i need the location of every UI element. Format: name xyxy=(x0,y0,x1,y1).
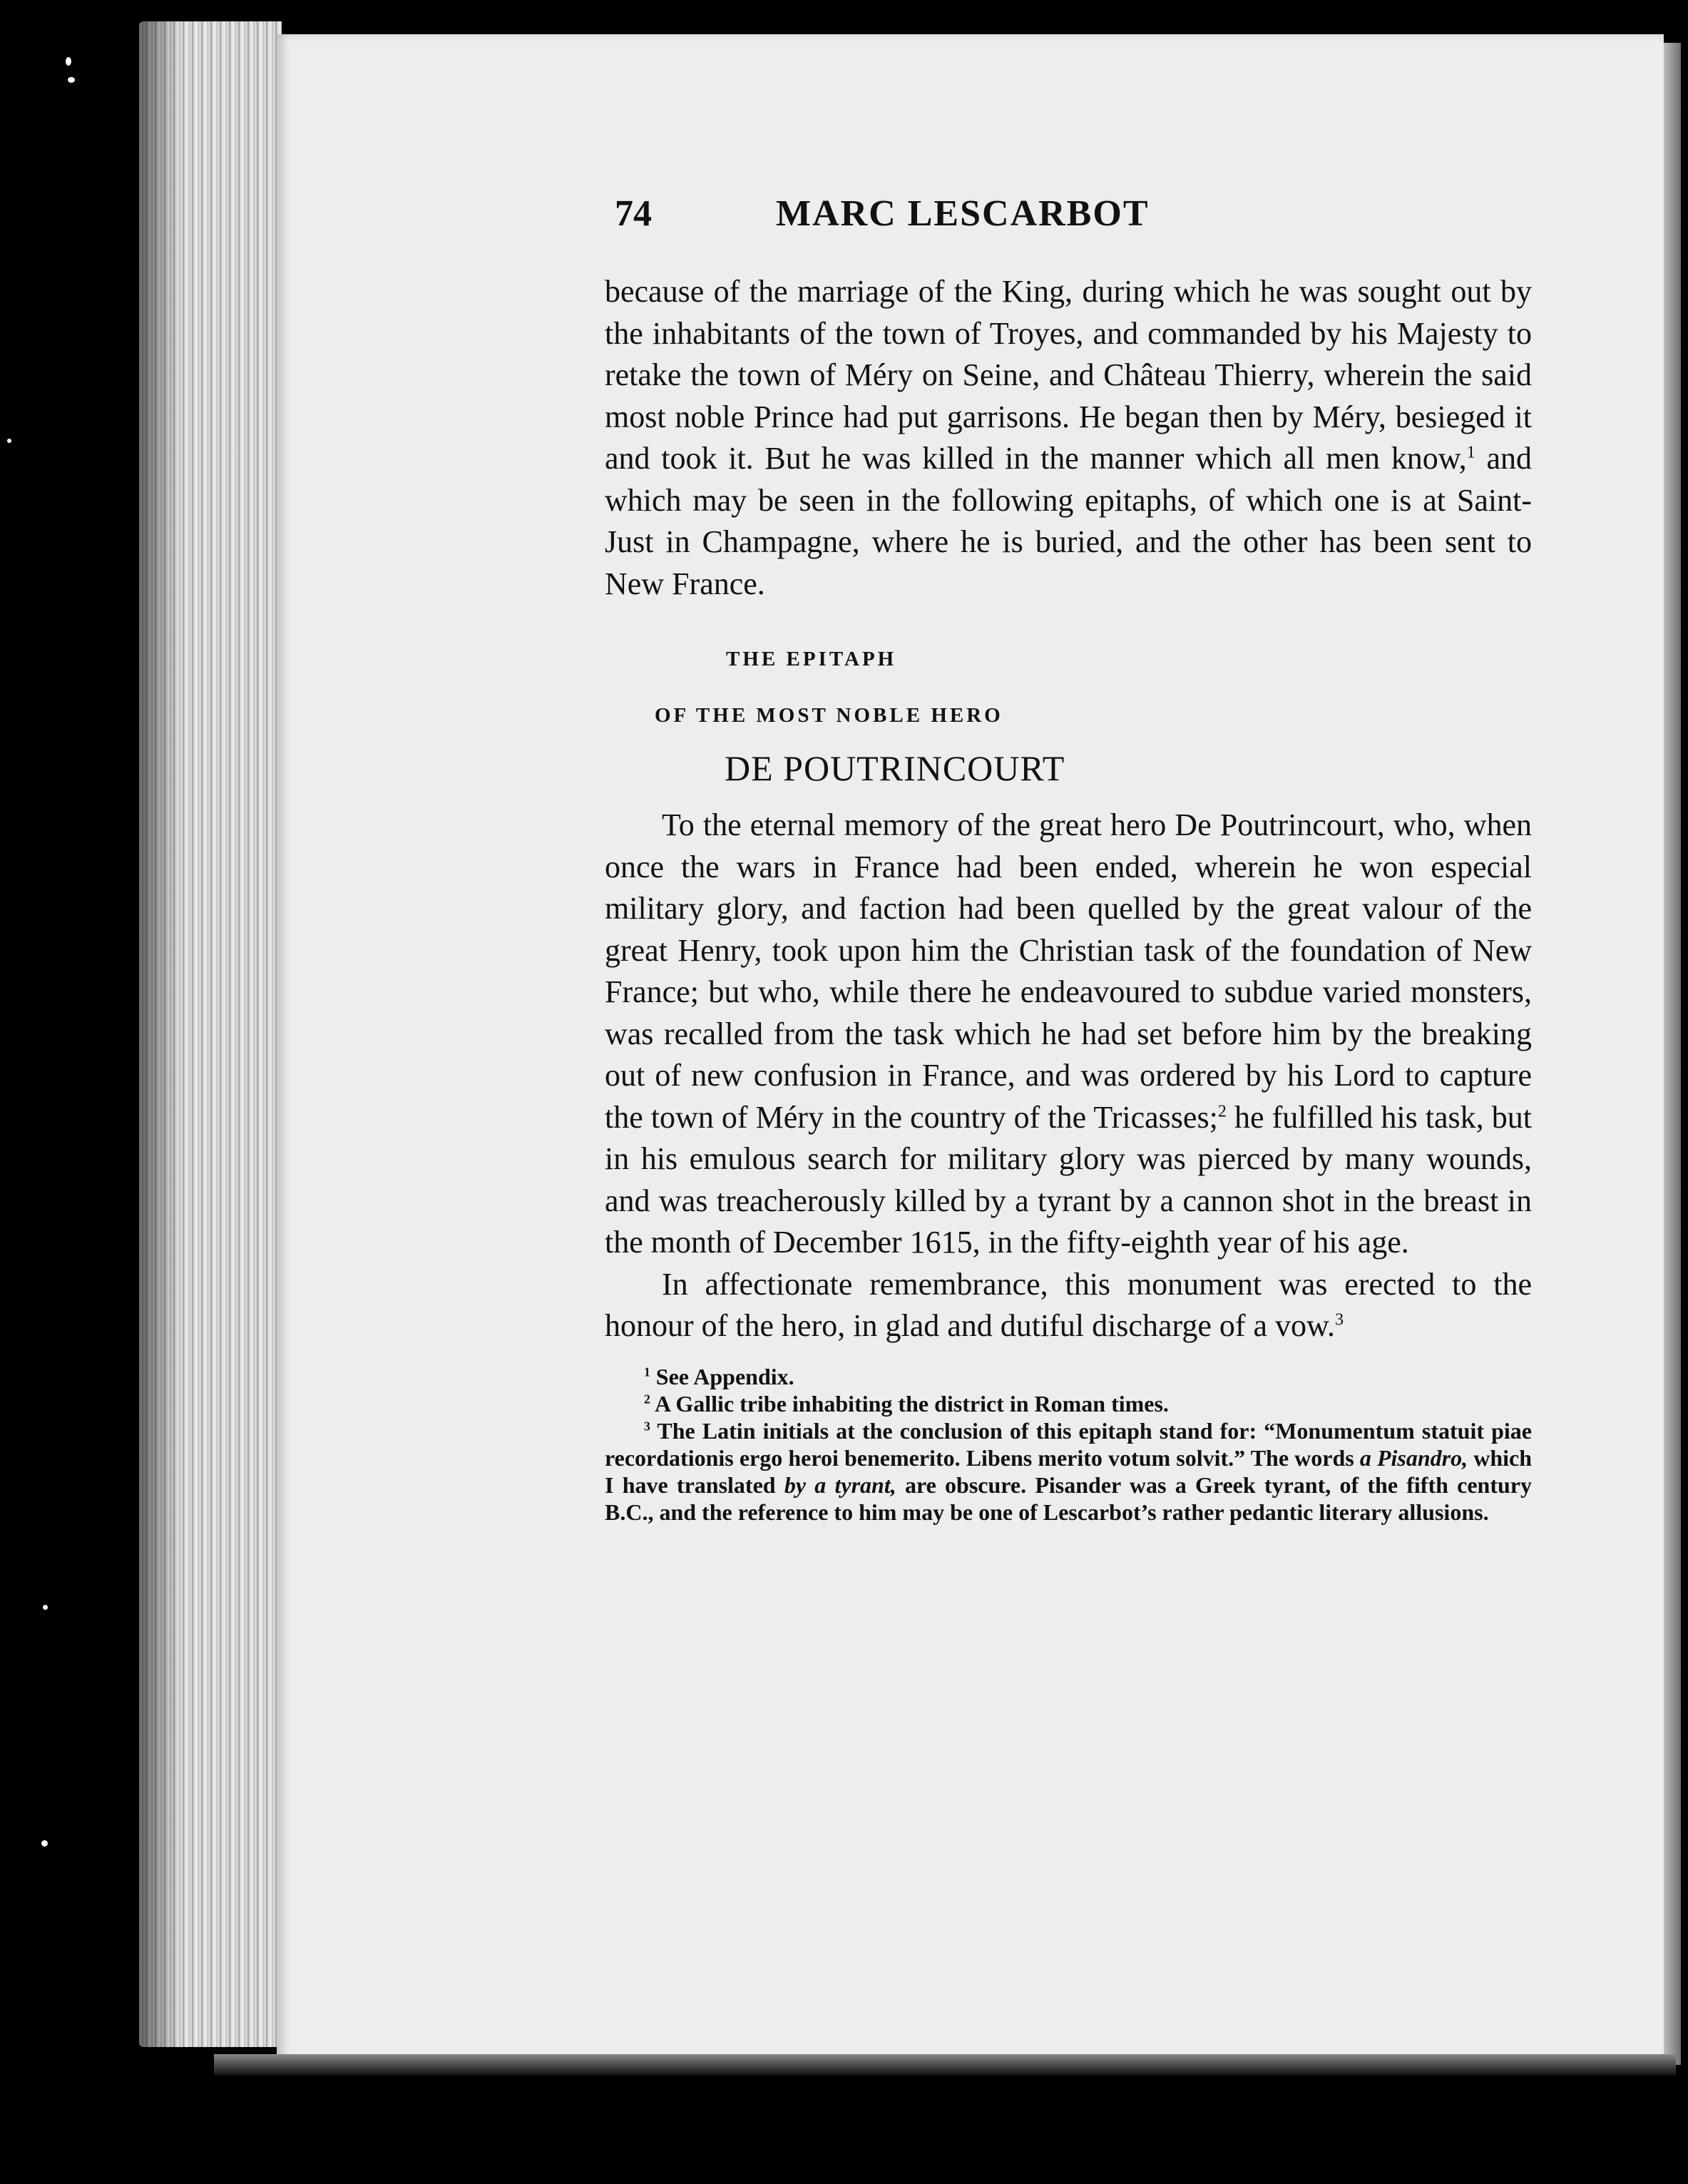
page-bottom-shadow xyxy=(214,2054,1676,2076)
page-number: 74 xyxy=(615,193,652,234)
footnote-text: See Appendix. xyxy=(655,1363,794,1389)
scan-speck xyxy=(68,77,75,83)
footnote-marker: 3 xyxy=(1334,1310,1344,1330)
footnote-small-caps: B.C. xyxy=(605,1499,648,1525)
footnote-text: The Latin initials at the conclusion of this epitaph stand for: “Monumentum statuit piae recordationis ergo heroi benemerito. Libens merito votum solvit.” The words xyxy=(605,1417,1533,1471)
footnote xyxy=(605,1390,1532,1417)
footnote-text: , and the reference to him may be one of Lescarbot’s rather pedantic literary allusions. xyxy=(648,1499,1489,1525)
book-page-edges xyxy=(139,21,282,2047)
footnote-text: A Gallic tribe inhabiting the district in Roman times. xyxy=(655,1390,1169,1417)
body-paragraph xyxy=(605,271,1532,605)
epitaph-heading: THE EPITAPH xyxy=(726,648,897,670)
footnote-italic: a Pisandro, xyxy=(1359,1444,1468,1471)
footnote-text: are obscure. Pisander was a Greek tyrant, of the fifth century xyxy=(896,1471,1533,1498)
footnote-marker: 1 xyxy=(1466,442,1475,462)
running-head xyxy=(605,193,1532,250)
page-right-edge xyxy=(1664,43,1681,2065)
footnote-text: which I have translated xyxy=(605,1444,1533,1498)
body-paragraph-text: and which may be seen in the following epitaphs, of which one is at Saint-Just in Champagne, where he is buried, and the other has been sent to New France. xyxy=(605,441,1533,601)
epitaph-paragraph-text: he fulfilled his task, but in his emulous search for military glory was pierced by many wounds, and was treacherously killed by a tyrant by a cannon shot in the breast in the month of December 1615, in the fifty-eighth year of his age. xyxy=(605,1099,1532,1260)
page-text-block xyxy=(605,193,1532,1526)
scan-speck xyxy=(43,1605,48,1610)
epitaph-paragraph-text: In affectionate remembrance, this monument was erected to the honour of the hero, in glad and dutiful discharge of a vow. xyxy=(605,1266,1532,1343)
running-title: MARC LESCARBOT xyxy=(776,193,1150,234)
body-paragraph-text: because of the marriage of the King, during which he was sought out by the inhabitants of the town of Troyes, and commanded by his Majesty to retake the town of Méry on Seine, and Château Thierry, wherein the said most noble Prince had put garrisons. He began then by Méry, besieged it and took it. But he was killed in the manner which all men know, xyxy=(605,274,1532,476)
footnote-number: 2 xyxy=(644,1391,650,1406)
epitaph-title: DE POUTRINCOURT xyxy=(725,748,1065,788)
footnotes xyxy=(605,1363,1532,1526)
footnote-italic: by a tyrant, xyxy=(784,1471,896,1498)
epitaph-paragraph-text: To the eternal memory of the great hero De Poutrincourt, who, when once the wars in France had been ended, wherein he won especial military glory, and faction had been quelled by the great valour of the great Henry, took upon him the Christian task of the foundation of New France; but who, while there he endeavoured to subdue varied monsters, was recalled from the task which he had set before him by the breaking out of new confusion in France, and was ordered by his Lord to capture the town of Méry in the country of the Tricasses; xyxy=(605,807,1532,1135)
footnote xyxy=(605,1363,1532,1390)
epitaph-subheading: OF THE MOST NOBLE HERO xyxy=(655,704,1003,727)
footnote-marker: 2 xyxy=(1217,1101,1227,1121)
footnote-number: 3 xyxy=(644,1418,650,1433)
footnote-number: 1 xyxy=(644,1364,650,1379)
scan-speck xyxy=(41,1840,48,1847)
footnote xyxy=(605,1417,1532,1526)
epitaph-paragraph xyxy=(605,1264,1532,1347)
scan-speck xyxy=(7,439,11,443)
scan-speck xyxy=(66,57,71,66)
epitaph-paragraph xyxy=(605,805,1532,1264)
